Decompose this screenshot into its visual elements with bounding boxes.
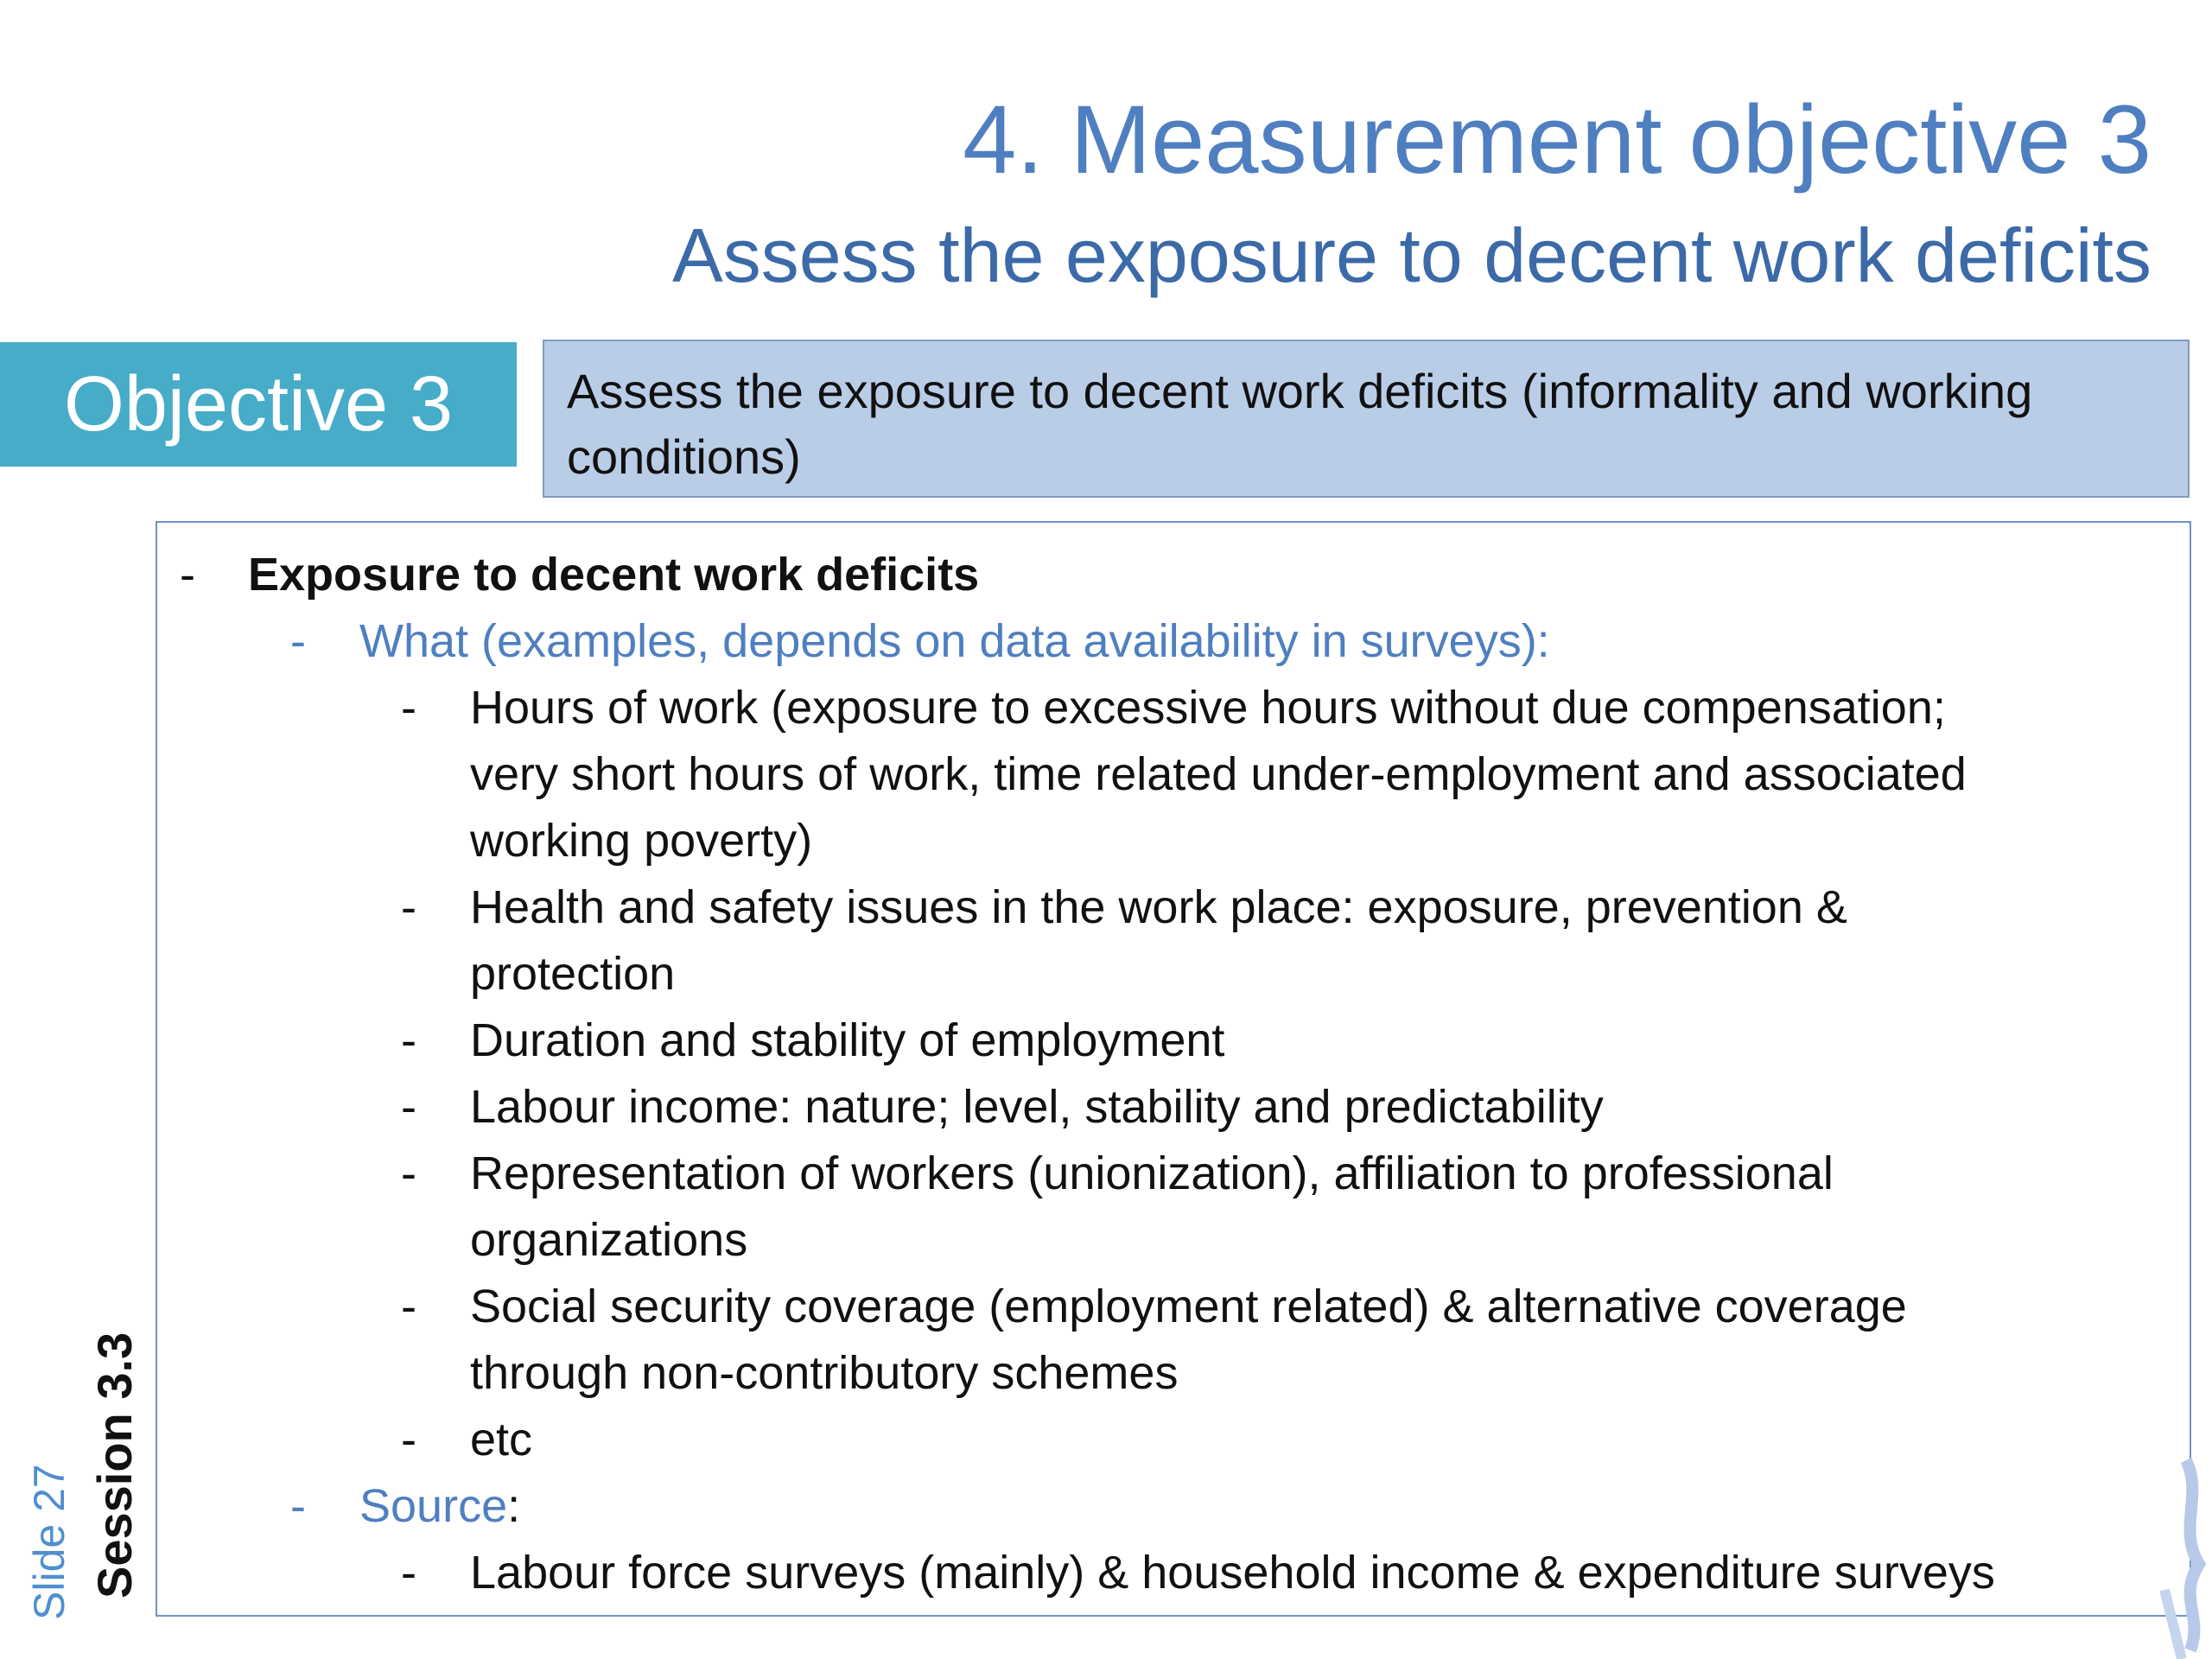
- slide-number: Slide 27: [25, 1464, 73, 1620]
- logo-fragment: [2160, 1443, 2212, 1659]
- item-representation-line-2: organizations: [470, 1214, 748, 1266]
- item-social-security-line-2: through non-contributory schemes: [470, 1347, 1179, 1399]
- item-duration: Duration and stability of employment: [470, 1014, 1225, 1066]
- source-colon: :: [507, 1480, 521, 1532]
- bullet-dash: -: [401, 1547, 416, 1599]
- content-heading: Exposure to decent work deficits: [248, 549, 980, 601]
- item-health-line-1: Health and safety issues in the work place: exposure, prevention &: [470, 881, 1847, 933]
- item-health-line-2: protection: [470, 948, 676, 1000]
- item-hours-line-3: working poverty): [470, 815, 813, 867]
- bullet-dash: -: [401, 682, 416, 734]
- item-hours-line-2: very short hours of work, time related under-employment and associated: [470, 748, 1967, 800]
- item-labour-income: Labour income: nature; level, stability and predictability: [470, 1081, 1604, 1133]
- bullet-dash: -: [290, 1480, 306, 1532]
- source-label: Source: [359, 1480, 508, 1532]
- bullet-dash: -: [401, 1014, 416, 1066]
- bullet-dash: -: [401, 1414, 416, 1465]
- what-label: What (examples, depends on data availability in surveys):: [359, 615, 1550, 667]
- bullet-dash: -: [401, 1147, 416, 1199]
- source-item: Labour force surveys (mainly) & household income & expenditure surveys: [470, 1547, 1995, 1599]
- objective-label: Objective 3: [0, 342, 517, 467]
- item-etc: etc: [470, 1414, 533, 1465]
- item-hours-line-1: Hours of work (exposure to excessive hours without due compensation;: [470, 682, 1946, 734]
- slide-title: 4. Measurement objective 3: [963, 86, 2152, 194]
- item-social-security-line-1: Social security coverage (employment related) & alternative coverage: [470, 1281, 1907, 1332]
- bullet-dash: -: [401, 1081, 416, 1133]
- bullet-dash: -: [401, 1281, 416, 1332]
- source-line: [359, 1473, 520, 1539]
- slide-subtitle: Assess the exposure to decent work deficits: [672, 213, 2152, 298]
- bullet-dash: -: [290, 615, 306, 667]
- content-box: [156, 521, 2191, 1617]
- bullet-dash: -: [401, 881, 416, 933]
- bullet-dash: -: [180, 549, 195, 601]
- objective-description: Assess the exposure to decent work deficits (informality and working conditions): [543, 340, 2190, 498]
- item-representation-line-1: Representation of workers (unionization), affiliation to professional: [470, 1147, 1834, 1199]
- session-label: Session 3.3: [87, 1332, 142, 1599]
